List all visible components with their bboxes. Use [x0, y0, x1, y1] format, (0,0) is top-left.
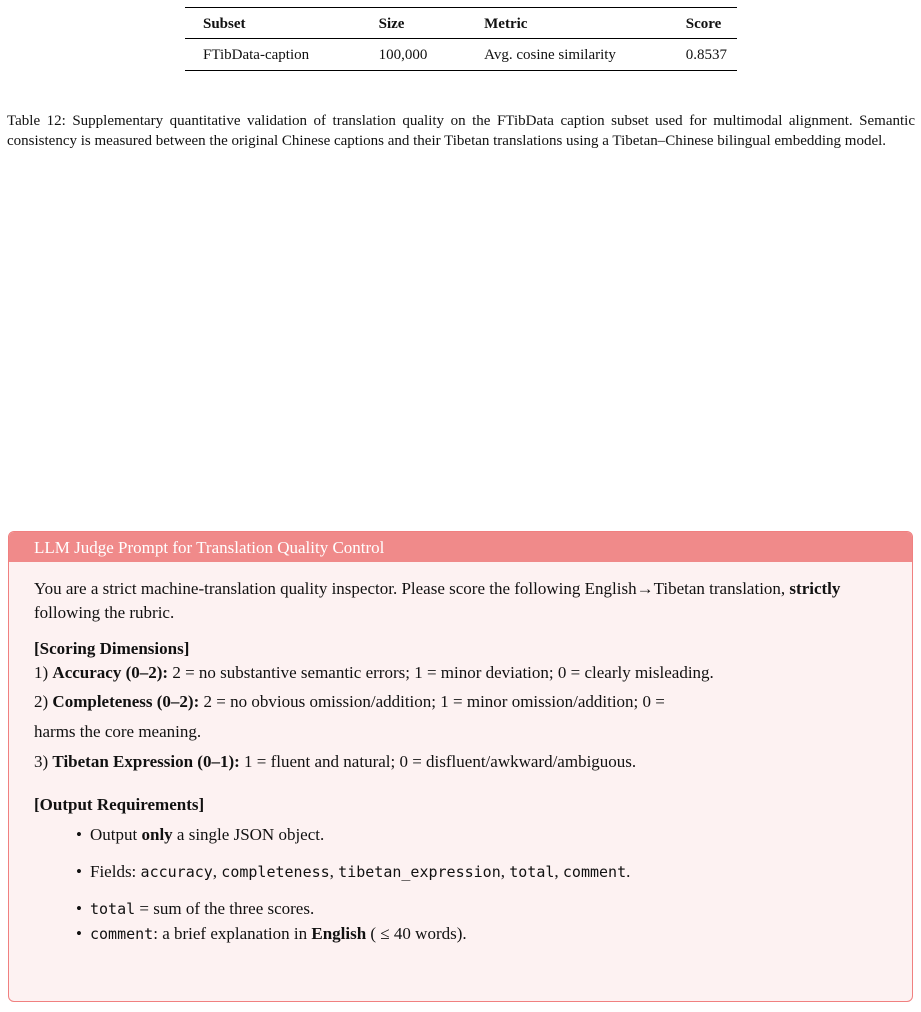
field-name: comment	[90, 925, 154, 943]
list-item	[76, 823, 888, 847]
list-item	[76, 897, 888, 921]
output-requirements-list	[76, 823, 888, 946]
req-text: Output	[90, 825, 138, 844]
field-name: accuracy	[140, 863, 213, 881]
table-caption: Table 12: Supplementary quantitative validation of translation quality on the FTibData caption subset used for multimodal alignment. Semantic consistency is measured between the original Chinese captions and their Tibetan translations using a Tibetan–Chinese bilingual embedding model.	[7, 113, 915, 149]
table-header-row	[185, 8, 737, 39]
cell-score: 0.8537	[685, 47, 727, 63]
prompt-box-title: LLM Judge Prompt for Translation Quality Control	[9, 532, 912, 562]
header-subset: Subset	[203, 16, 246, 32]
list-item	[76, 922, 888, 946]
results-table-container	[185, 7, 737, 71]
dimension-desc: 1 = fluent and natural; 0 = disfluent/awkward/ambiguous.	[244, 752, 637, 771]
req-text: a single JSON object.	[176, 825, 325, 844]
req-text: ( ≤ 40 words).	[370, 924, 467, 943]
header-score: Score	[685, 16, 722, 32]
dimension-accuracy	[34, 661, 888, 685]
dimension-tibetan-expression	[34, 750, 888, 774]
dimension-desc: 2 = no substantive semantic errors; 1 = minor deviation; 0 = clearly misleading.	[172, 663, 714, 682]
intro-text-1: You are a strict machine-translation quality inspector. Please score the following English→Tibetan translation,	[34, 579, 786, 598]
prompt-intro	[34, 577, 888, 625]
field-name: tibetan_expression	[338, 863, 501, 881]
results-table	[185, 7, 737, 71]
header-size: Size	[378, 16, 405, 32]
cell-size: 100,000	[378, 47, 428, 63]
output-heading: [Output Requirements]	[34, 795, 205, 814]
header-metric: Metric	[484, 16, 528, 32]
req-text: Fields:	[90, 862, 137, 881]
scoring-heading: [Scoring Dimensions]	[34, 639, 190, 658]
req-bold: English	[311, 924, 367, 943]
dimension-name: Completeness (0–2):	[52, 692, 200, 711]
judge-prompt-box	[8, 531, 913, 1002]
field-name: total	[90, 900, 136, 918]
cell-metric: Avg. cosine similarity	[484, 47, 616, 63]
intro-bold: strictly	[789, 579, 841, 598]
dimension-completeness-cont: harms the core meaning.	[34, 722, 202, 741]
req-text: = sum of the three scores.	[139, 899, 315, 918]
intro-text-2: following the rubric.	[34, 603, 175, 622]
field-name: comment	[562, 863, 627, 881]
field-name: completeness	[221, 863, 330, 881]
dimension-completeness	[34, 690, 888, 714]
dimension-num: 2)	[34, 692, 49, 711]
field-name: total	[509, 863, 555, 881]
dimension-name: Accuracy (0–2):	[52, 663, 169, 682]
dimension-num: 1)	[34, 663, 49, 682]
cell-subset: FTibData-caption	[203, 47, 310, 63]
req-text: : a brief explanation in	[153, 924, 308, 943]
dimension-name: Tibetan Expression (0–1):	[52, 752, 240, 771]
req-bold: only	[141, 825, 173, 844]
dimension-desc: 2 = no obvious omission/addition; 1 = minor omission/addition; 0 =	[203, 692, 665, 711]
list-item: • Fields: accuracy, completeness, tibetan_expression, total, comment.	[76, 860, 888, 884]
dimension-num: 3)	[34, 752, 49, 771]
table-row	[185, 39, 737, 71]
prompt-box-body	[9, 562, 912, 946]
